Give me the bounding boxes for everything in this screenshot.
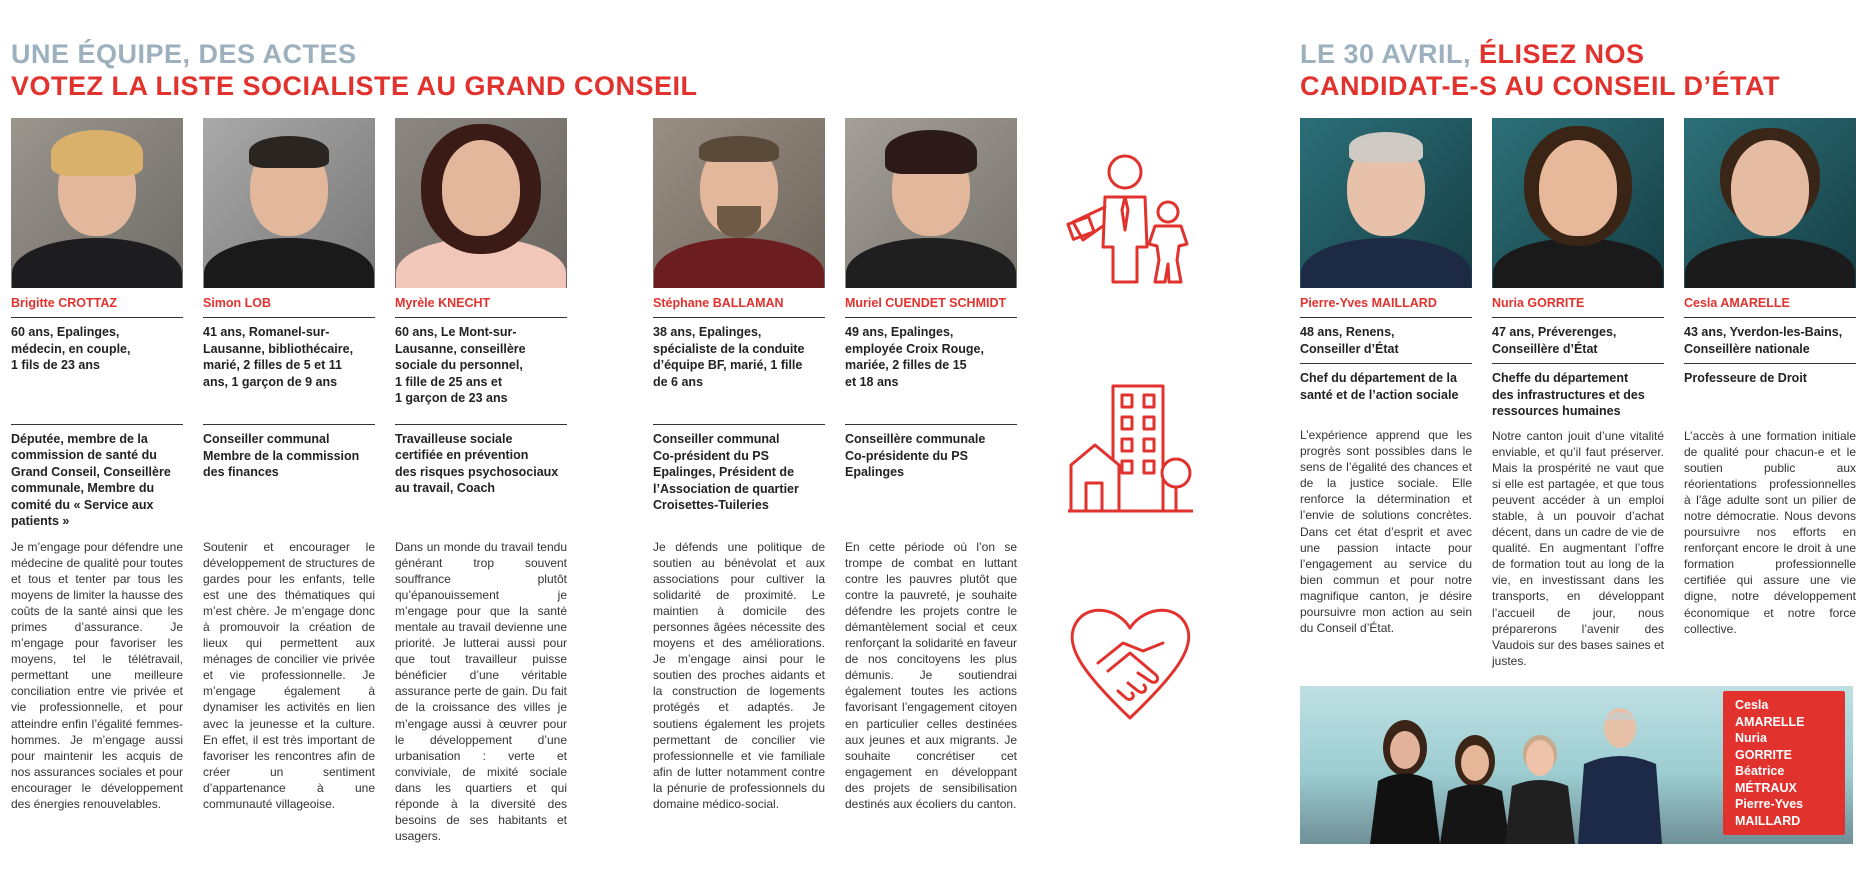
candidate-name: Stéphane BALLAMAN <box>653 296 784 310</box>
candidate-name: Simon LOB <box>203 296 272 310</box>
candidate-photo <box>845 118 1017 288</box>
right-header-red: ÉLISEZ NOS <box>1479 39 1645 69</box>
candidate-card <box>1684 118 1856 637</box>
candidate-info: 38 ans, Epalinges, spécialiste de la conduite d’équipe BF, marié, 1 fille de 6 ans <box>653 325 805 389</box>
family-icon <box>1065 152 1195 287</box>
candidate-name: Brigitte CROTTAZ <box>11 296 118 310</box>
candidate-text: Soutenir et encourager le développement de structures de gardes pour les enfants, telle est une des thématiques qui m’est chère. Je m’engage donc à promouvoir la création de lieux qui permettent aux ménages de concilier vie privée et vie professionnelle. Je m’engage également à dynamiser les activités en lien avec la jeunesse et la culture. En effet, il est très important de favoriser les rencontres afin de créer un sentiment d’appartenance à une communauté villageoise. <box>203 539 375 811</box>
candidate-card <box>395 118 567 844</box>
right-header-line2: CANDIDAT-E-S AU CONSEIL D’ÉTAT <box>1300 71 1780 101</box>
candidate-info: 47 ans, Préverenges, Conseillère d’État <box>1492 325 1617 356</box>
candidate-info: 60 ans, Le Mont-sur- Lausanne, conseillère sociale du personnel, 1 fille de 25 ans et 1 garçon de 23 ans <box>395 325 526 405</box>
candidate-name: Nuria GORRITE <box>1492 296 1585 310</box>
candidate-role: Conseiller communal Membre de la commission des finances <box>203 432 360 479</box>
candidate-photo <box>1300 118 1472 288</box>
candidate-photo <box>203 118 375 288</box>
candidate-role: Travailleuse sociale certifiée en prévention des risques psychosociaux au travail, Coach <box>395 431 559 495</box>
left-header-line2: VOTEZ LA LISTE SOCIALISTE AU GRAND CONSEIL <box>11 71 698 101</box>
candidate-text: Notre canton jouit d’une vitalité enviable, et qu’il faut préserver. Mais la prospérité ne vaut que si elle est partagée, et que tous peuvent accéder à un emploi stable, à un pouvoir d’achat décent, dans un cadre de vie de qualité. En augmentant l’offre de formation tout au long de la vie, en investissant dans les transports, en développant l’accueil de jour, nous préparerons l’avenir des Vaudois sur des bases saines et justes. <box>1492 428 1664 668</box>
candidate-card <box>1300 118 1472 636</box>
candidate-card <box>845 118 1017 812</box>
city-icon <box>1068 383 1193 513</box>
candidate-photo <box>11 118 183 288</box>
candidate-text: Je défends une politique de soutien au bénévolat et aux associations pour cultiver la solidarité de proximité. Le maintien à domicile des personnes âgées nécessite des moyens et des améliorations. Je m’engage ainsi pour le soutien des proches aidants et la construction de logements protégés et adaptés. Je soutiens également les projets permettant de concilier vie professionnelle et vie familiale afin de lutter notamment contre la pénurie de professionnels du domaine médico-social. <box>653 539 825 811</box>
candidate-info: 41 ans, Romanel-sur- Lausanne, bibliothécaire, marié, 2 filles de 5 et 11 ans, 1 garçon de 9 ans <box>203 325 354 389</box>
candidate-card <box>203 118 375 812</box>
candidate-role: Cheffe du département des infrastructures et des ressources humaines <box>1492 371 1645 418</box>
candidate-text: L’accès à une formation initiale de qualité pour chacun-e et le soutien public aux réorientations professionnelles à l’âge adulte sont un pilier de notre démocratie. Nous devons poursuivre nos efforts en renforçant encore le droit à une formation professionnelle certifiée qui assure une vie digne, notre développement économique et notre force collective. <box>1684 428 1856 636</box>
candidate-role: Conseillère communale Co-présidente du PS Epalinges <box>845 432 986 479</box>
candidate-role: Conseiller communal Co-président du PS Epalinges, Président de l’Association de quartier Croisettes-Tuileries <box>653 432 799 512</box>
candidate-name: Muriel CUENDET SCHMIDT <box>845 296 1007 310</box>
candidate-info: 60 ans, Epalinges, médecin, en couple, 1 fils de 23 ans <box>11 325 131 372</box>
candidate-role: Députée, membre de la commission de santé du Grand Conseil, Conseillère communale, Membre du comité du « Service aux patients » <box>11 431 171 528</box>
right-header-line1 <box>1300 38 1645 70</box>
candidate-card <box>653 118 825 812</box>
candidate-photo <box>1492 118 1664 288</box>
candidate-name: Pierre-Yves MAILLARD <box>1300 296 1437 310</box>
candidate-name: Cesla AMARELLE <box>1684 296 1790 310</box>
candidate-photo <box>653 118 825 288</box>
candidate-role: Chef du département de la santé et de l’action sociale <box>1300 371 1459 402</box>
candidate-text: Dans un monde du travail tendu générant trop souvent souffrance plutôt qu’épanouissement je m’engage pour que la santé mentale au travail devienne une priorité. Je lutterai aussi pour que tout travailleur puisse bénéficier d’une véritable assurance perte de gain. Du fait de la croissance des villes je m’engage aussi à œuvrer pour le développement d’une urbanisation : verte et conviviale, de mixité sociale dans les quartiers et qui réponde à la diversité des besoins de ses habitants et usagers. <box>395 539 567 844</box>
group-label: Cesla AMARELLE Nuria GORRITE Béatrice MÉTRAUX Pierre-Yves MAILLARD <box>1723 691 1845 835</box>
handshake-heart-icon <box>1068 603 1193 721</box>
candidate-text: L’expérience apprend que les progrès sont possibles dans le sens de l’égalité des chances et de la justice sociale. Elle renforce la détermination et l’envie de solutions concrètes. Dans cet état d’esprit et avec une passion intacte pour l’engagement au service du bien commun et pour notre magnifique canton, je désire poursuivre mon action au sein du Conseil d’État. <box>1300 428 1472 636</box>
candidate-photo <box>1684 118 1856 288</box>
candidate-info: 48 ans, Renens, Conseiller d’État <box>1300 325 1399 356</box>
candidate-info: 43 ans, Yverdon-les-Bains, Conseillère nationale <box>1684 325 1843 356</box>
candidate-text: En cette période où l’on se trompe de combat en luttant contre les pauvres plutôt que contre la pauvreté, je souhaite défendre les projets contre le démantèlement social et ceux renforçant la solidarité en faveur de nos concitoyens les plus démunis. Je soutiendrai également toutes les actions favorisant l’engagement citoyen en particulier celles destinées aux jeunes et aux migrants. Je souhaite concrétiser cet engagement en développant des projets de sensibilisation destinés aux écoliers du canton. <box>845 539 1017 811</box>
left-header-line1: UNE ÉQUIPE, DES ACTES <box>11 39 357 69</box>
candidate-info: 49 ans, Epalinges, employée Croix Rouge, mariée, 2 filles de 15 et 18 ans <box>845 325 984 389</box>
candidate-name: Myrèle KNECHT <box>395 296 491 310</box>
candidate-card <box>11 118 183 812</box>
candidate-card <box>1492 118 1664 669</box>
candidate-text: Je m’engage pour défendre une médecine de qualité pour toutes et tous et tenter par tous les moyens de limiter la hausse des coûts de la santé ainsi que les primes d’assurance. Je m’engage pour favoriser les moyens, tel le télétravail, permettant une meilleure conciliation entre vie privée et vie professionnelle, et pour atteindre enfin l’égalité femmes-hommes. Je m’engage aussi pour maintenir les acquis de nos assurances sociales et pour encourager le développement des énergies renouvelables. <box>11 539 183 811</box>
candidate-photo <box>395 118 567 288</box>
candidate-role: Professeure de Droit <box>1684 371 1807 385</box>
right-header-grey: LE 30 AVRIL, <box>1300 39 1480 69</box>
